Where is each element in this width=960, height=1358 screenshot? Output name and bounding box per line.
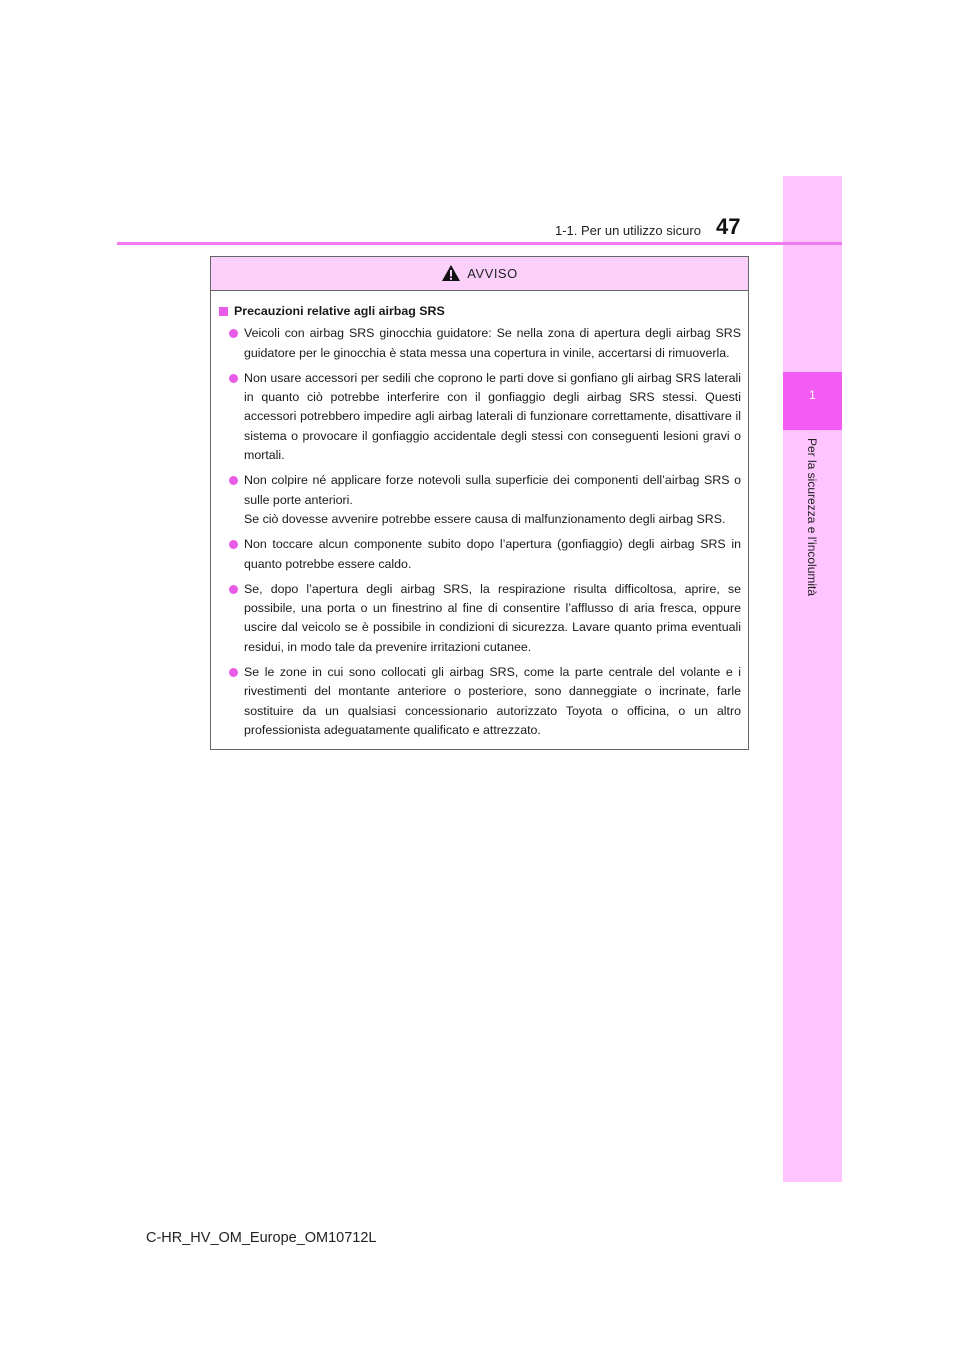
warning-body [211, 291, 748, 740]
list-item-paragraph: Se ciò dovesse avvenire potrebbe essere causa di malfunzionamento degli airbag SRS. [244, 511, 726, 526]
list-item [229, 324, 741, 363]
bullet-dot-icon [229, 476, 238, 485]
bullet-dot-icon [229, 668, 238, 677]
warning-header [211, 257, 748, 291]
page-number: 47 [716, 214, 741, 239]
bullet-dot-icon [229, 585, 238, 594]
list-item-text: Non usare accessori per sedili che coprono le parti dove si gonfiano gli airbag SRS laterali in quanto ciò potrebbe interferire con il gonfiaggio degli airbag SRS stessi. Questi accessori potrebbero impedire agli airbag laterali di funzionare correttamente, disattivare il sistema o provocare il gonfiaggio accidentale degli stessi con conseguenti lesioni gravi o mortali. [244, 370, 741, 463]
list-item [229, 580, 741, 657]
warning-label: AVVISO [467, 266, 518, 281]
section-title: 1-1. Per un utilizzo sicuro [555, 223, 701, 238]
square-bullet-icon [219, 307, 228, 316]
header-rule [117, 242, 842, 245]
chapter-number: 1 [809, 388, 816, 402]
document-code: C-HR_HV_OM_Europe_OM10712L [146, 1230, 377, 1246]
chapter-title: Per la sicurezza e l’incolumità [805, 438, 819, 597]
list-item [229, 471, 741, 529]
list-item-text: Non toccare alcun componente subito dopo l’apertura (gonfiaggio) degli airbag SRS in quanto potrebbe essere caldo. [244, 537, 741, 571]
bullet-dot-icon [229, 374, 238, 383]
chapter-side-tab [783, 176, 842, 1182]
warning-box [210, 256, 749, 750]
list-item-text: Se, dopo l’apertura degli airbag SRS, la respirazione risulta difficoltosa, aprire, se possibile, una porta o un finestrino al fine di consentire l’afflusso di aria fresca, oppure uscire dal veicolo se è possibile in condizioni di sicurezza. Lavare quanto prima eventuali residui, in modo tale da prevenire irritazioni cutanee. [244, 581, 741, 654]
list-item-text [244, 471, 741, 529]
list-item [229, 663, 741, 740]
warning-triangle-icon [441, 264, 461, 282]
list-item [229, 535, 741, 574]
list-item-text: Se le zone in cui sono collocati gli airbag SRS, come la parte centrale del volante e i rivestimenti del montante anteriore o posteriore, sono danneggiate o incrinate, farle sostituire da un qualsiasi concessionario autorizzato Toyota o officina, o un altro professionista adeguatamente qualificato e attrezzato. [244, 665, 741, 737]
topic-heading [219, 302, 741, 321]
list-item-paragraph: Non colpire né applicare forze notevoli sulla superficie dei componenti dell’airbag SRS o sulle porte anteriori. [244, 473, 741, 507]
bullet-dot-icon [229, 329, 238, 338]
list-item-text: Veicoli con airbag SRS ginocchia guidatore: Se nella zona di apertura degli airbag SRS guidatore per le ginocchia è stata messa una copertura in vinile, accertarsi di rimuoverla. [244, 326, 741, 360]
bullet-dot-icon [229, 540, 238, 549]
topic-title: Precauzioni relative agli airbag SRS [234, 304, 445, 318]
list-item [229, 369, 741, 465]
